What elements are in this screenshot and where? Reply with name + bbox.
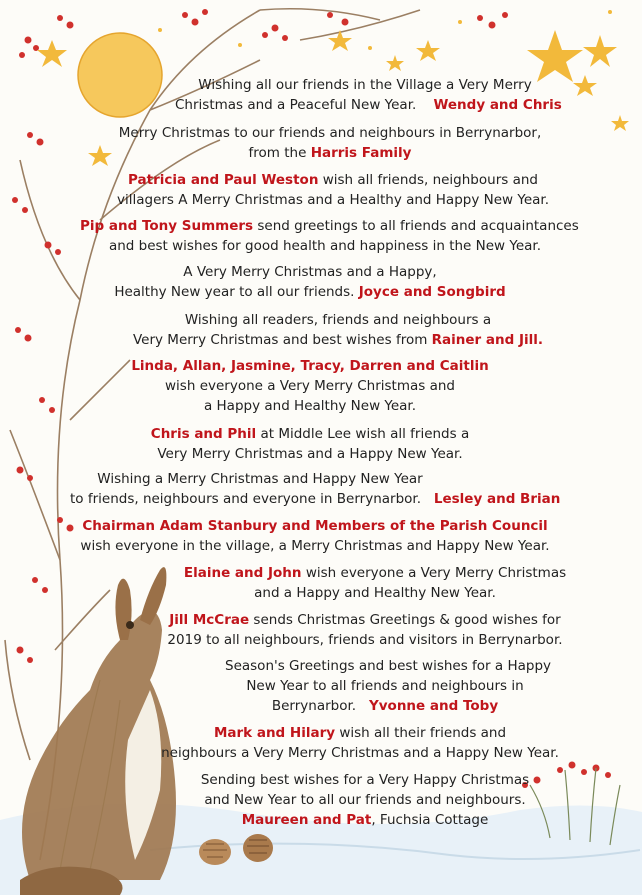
message-line: and New Year to all our friends and neighbours. bbox=[204, 792, 526, 808]
message-line: Very Merry Christmas and a Happy New Year. bbox=[157, 446, 463, 462]
message-joyce-songbird bbox=[110, 262, 510, 302]
hare-illustration bbox=[20, 567, 176, 895]
message-wendy-chris bbox=[175, 75, 562, 115]
sender-name: Linda, Allan, Jasmine, Tracy, Darren and Caitlin bbox=[131, 358, 489, 374]
message-line: send greetings to all friends and acquaintances bbox=[257, 218, 579, 234]
star-dots bbox=[158, 10, 612, 50]
message-rainer-jill bbox=[128, 310, 548, 350]
message-line: wish all friends, neighbours and bbox=[322, 172, 538, 188]
sender-name: Jill McCrae bbox=[169, 612, 250, 628]
sender-name: Yvonne and Toby bbox=[368, 698, 499, 714]
message-harris-family bbox=[110, 123, 550, 163]
message-line: Very Merry Christmas and best wishes from bbox=[132, 332, 428, 348]
message-maureen-pat bbox=[195, 770, 535, 830]
message-mark-hilary bbox=[155, 723, 565, 763]
message-linda-allan bbox=[130, 356, 490, 416]
message-line: , Fuchsia Cottage bbox=[371, 812, 489, 828]
message-chris-phil bbox=[140, 424, 480, 464]
message-line: Season's Greetings and best wishes for a Happy bbox=[225, 658, 552, 674]
sender-name: Elaine and John bbox=[183, 565, 302, 581]
message-line: A Very Merry Christmas and a Happy, bbox=[183, 264, 437, 280]
message-line: Christmas and a Peaceful New Year. bbox=[175, 97, 417, 113]
message-line: neighbours a Very Merry Christmas and a Happy New Year. bbox=[161, 745, 559, 761]
message-line: Wishing all our friends in the Village a Very Merry bbox=[198, 77, 532, 93]
message-yvonne-toby bbox=[225, 656, 552, 716]
message-line: Merry Christmas to our friends and neighbours in Berrynarbor, bbox=[118, 125, 542, 141]
message-line: villagers A Merry Christmas and a Healthy and Happy New Year. bbox=[116, 192, 549, 208]
message-line: and best wishes for good health and happiness in the New Year. bbox=[108, 238, 542, 254]
sender-name: Mark and Hilary bbox=[213, 725, 336, 741]
message-line: sends Christmas Greetings & good wishes for bbox=[253, 612, 561, 628]
sender-name: Harris Family bbox=[310, 145, 412, 161]
message-jill-mccrae bbox=[165, 610, 565, 650]
message-line: wish all their friends and bbox=[339, 725, 507, 741]
sender-name: Patricia and Paul Weston bbox=[128, 172, 319, 188]
message-line: Sending best wishes for a Very Happy Christmas bbox=[200, 772, 530, 788]
message-line: 2019 to all neighbours, friends and visitors in Berrynarbor. bbox=[167, 632, 563, 648]
message-line: New Year to all friends and neighbours in bbox=[246, 678, 524, 694]
message-line: wish everyone a Very Merry Christmas bbox=[305, 565, 567, 581]
message-line: a Happy and Healthy New Year. bbox=[203, 398, 417, 414]
message-line: Wishing all readers, friends and neighbours a bbox=[184, 312, 492, 328]
message-line: and a Happy and Healthy New Year. bbox=[254, 585, 496, 601]
sender-name: Joyce and Songbird bbox=[358, 284, 506, 300]
message-line: Healthy New year to all our friends. bbox=[114, 284, 355, 300]
message-line: wish everyone in the village, a Merry Christmas and Happy New Year. bbox=[80, 538, 550, 554]
message-line: from the bbox=[248, 145, 307, 161]
sender-name: Chris and Phil bbox=[150, 426, 257, 442]
sender-name: Chairman Adam Stanbury and Members of the Parish Council bbox=[82, 518, 548, 534]
message-line: wish everyone a Very Merry Christmas and bbox=[165, 378, 455, 394]
message-patricia-paul bbox=[108, 170, 558, 210]
message-line: to friends, neighbours and everyone in Berrynarbor. bbox=[70, 491, 422, 507]
sender-name: Pip and Tony Summers bbox=[80, 218, 254, 234]
message-line: Wishing a Merry Christmas and Happy New Year bbox=[97, 471, 423, 487]
sender-name: Maureen and Pat bbox=[241, 812, 372, 828]
sender-name: Lesley and Brian bbox=[433, 491, 561, 507]
message-lesley-brian bbox=[70, 469, 561, 509]
message-line: Berrynarbor. bbox=[271, 698, 357, 714]
sender-name: Wendy and Chris bbox=[433, 97, 562, 113]
message-elaine-john bbox=[180, 563, 570, 603]
message-pip-tony bbox=[80, 216, 579, 256]
message-line: at Middle Lee wish all friends a bbox=[260, 426, 470, 442]
message-parish-council bbox=[70, 516, 560, 556]
sender-name: Rainer and Jill. bbox=[431, 332, 544, 348]
